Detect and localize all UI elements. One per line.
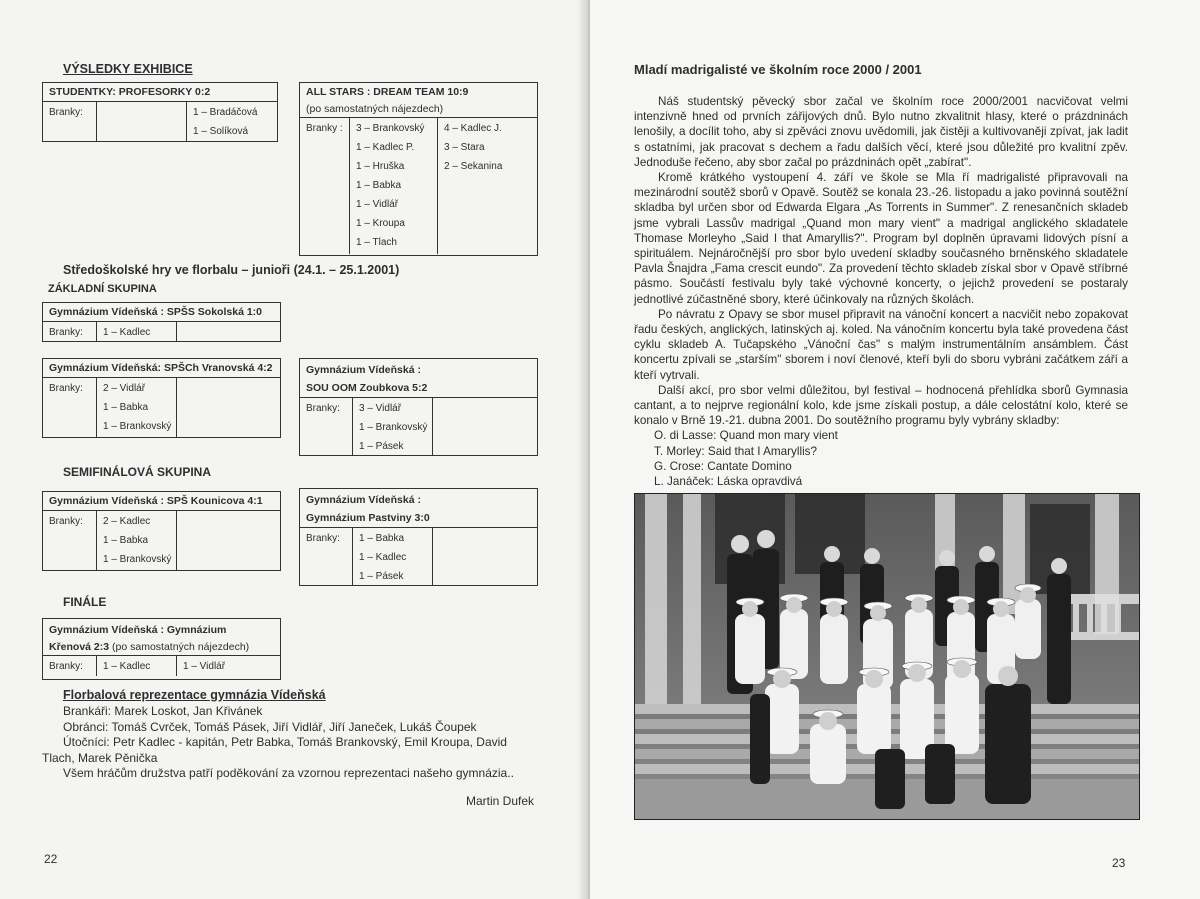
scorers-a: [97, 511, 177, 571]
match-subheader: [43, 639, 280, 655]
team-title: Florbalová reprezentace gymnázia Vídeňská: [63, 688, 326, 702]
scorer: 1 – Kadlec: [103, 661, 151, 672]
goals-label: Branky:: [43, 378, 97, 438]
scorer: 1 – Tlach: [356, 237, 397, 248]
match-box-sou-oom: [299, 358, 538, 456]
paragraph: Náš studentský pěvecký sbor začal ve školním roce 2000/2001 nacvičovat velmi intenzivně hned od prvních zářijových dnů. Bylo nutno zkvalitnit hlasy, které o prázdninách lenošily, a docílit toho, aby si zpěváci znovu uvědomili, jak čistěji a kultivovaněji zpívat, jak ladit s ostatními, jak pracovat s dechem a řadu dalších věcí, které jsou důležité pro kvalitní zpěv. Jednoduše řečeno, aby sbor začal po prázdninách opět „zabírat".: [634, 95, 1128, 169]
match-box-spsch-vranovska: [42, 358, 281, 438]
scorers-a: [353, 528, 433, 586]
scorer: 3 – Brankovský: [356, 123, 425, 134]
team-roster: [42, 704, 538, 782]
program-item: O. di Lasse: Quand mon mary vient: [654, 429, 838, 443]
author-signature: Martin Dufek: [466, 794, 535, 808]
scorers-b: [187, 102, 269, 142]
goals-label: Branky:: [43, 511, 97, 571]
scorer: 1 – Vidlář: [183, 661, 226, 672]
match-header: Gymnázium Vídeňská : Gymnázium: [49, 624, 227, 636]
scorer: 1 – Babka: [359, 533, 405, 544]
match-header: Gymnázium Vídeňská :: [306, 494, 421, 506]
roster-line: Útočníci: Petr Kadlec - kapitán, Petr Babka, Tomáš Brankovský, Emil Kroupa, David: [63, 735, 507, 750]
goals-label: Branky:: [300, 398, 353, 456]
exhibition-title: VÝSLEDKY EXHIBICE: [63, 62, 193, 76]
scorer: 1 – Bradáčová: [193, 107, 258, 118]
scorer: 2 – Sekanina: [444, 161, 503, 172]
match-box-allstars-dreamteam: [299, 82, 538, 256]
scorer: 1 – Pásek: [359, 571, 404, 582]
match-box-sps-kounicova: [42, 491, 281, 571]
scorer: 1 – Babka: [103, 535, 149, 546]
scorer: 1 – Kadlec P.: [356, 142, 415, 153]
scorer: 1 – Babka: [356, 180, 402, 191]
goals-label: Branky:: [43, 322, 97, 342]
scorers-a: [350, 118, 438, 254]
paragraph: Další akcí, pro sbor velmi důležitou, byl festival – hodnocená přehlídka sborů Gymnasia cantant, a to nejprve regionální kolo, kde jsme získali postup, a dále celostátní kolo, které se konalo v Brně 19.-21. dubna 2001. Do soutěžního programu byly vybrány skladby:: [634, 383, 1128, 428]
match-header: STUDENTKY: PROFESORKY 0:2: [49, 86, 211, 98]
roster-line: Obránci: Tomáš Cvrček, Tomáš Pásek, Jiří Vidlář, Jiří Janeček, Lukáš Čoupek: [63, 719, 477, 734]
article-title: Mladí madrigalisté ve školním roce 2000 / 2001: [634, 62, 922, 77]
scorers-a: [97, 102, 187, 142]
match-box-students-teachers: [42, 82, 278, 142]
scorer: 1 – Brankovský: [359, 422, 428, 433]
match-header: Gymnázium Vídeňská : SPŠS Sokolská 1:0: [49, 306, 262, 318]
scorer: 4 – Kadlec J.: [444, 123, 502, 134]
scorer: 2 – Vidlář: [103, 383, 146, 394]
scorers-b: [177, 656, 259, 676]
group-basic-heading: ZÁKLADNÍ SKUPINA: [48, 283, 157, 295]
final-score: Křenová 2:3: [49, 641, 110, 653]
goals-label: Branky :: [300, 118, 350, 254]
match-header: Gymnázium Vídeňská : SPŠ Kounicova 4:1: [49, 495, 263, 507]
match-subheader: (po samostatných nájezdech): [306, 103, 444, 115]
match-header: ALL STARS : DREAM TEAM 10:9: [306, 86, 469, 98]
scorers-b: [438, 118, 522, 254]
scorer: 1 – Pásek: [359, 441, 404, 452]
scorers-a: [97, 378, 177, 438]
scorer: 1 – Hruška: [356, 161, 405, 172]
scorers-a: [97, 322, 177, 342]
scorer: 2 – Kadlec: [103, 516, 151, 527]
roster-line: Všem hráčům družstva patří poděkování za vzornou reprezentaci našeho gymnázia..: [63, 766, 514, 781]
match-box-pastviny: [299, 488, 538, 586]
scorer: 1 – Kroupa: [356, 218, 405, 229]
match-header: Gymnázium Vídeňská :: [306, 364, 421, 376]
program-item: G. Crose: Cantate Domino: [654, 459, 792, 473]
roster-line: Tlach, Marek Pěnička: [42, 750, 158, 765]
match-subheader: SOU OOM Zoubkova 5:2: [306, 382, 428, 394]
goals-label: Branky:: [43, 656, 97, 676]
match-subheader: Gymnázium Pastviny 3:0: [306, 512, 430, 524]
scorer: 1 – Vidlář: [356, 199, 399, 210]
group-semi-heading: SEMIFINÁLOVÁ SKUPINA: [63, 465, 212, 479]
match-header: Gymnázium Vídeňská: SPŠCh Vranovská 4:2: [49, 362, 273, 374]
paragraph: Po návratu z Opavy se sbor musel připravit na vánoční koncert a nacvičit nebo zopakovat řadu českých, anglických, latinských aj. koled. Na vánočním koncertu byla také provedena část cyklu skladeb A. Tučapského „Vánoční čas" s malým instrumentálním ansámblem. Část koncertu zpívali se „starším" sborem i noví členové, kteří byli do sboru vybráni začátkem září a kteří vytrvali.: [634, 307, 1128, 382]
scorer: 1 – Brankovský: [103, 554, 172, 565]
page-number-right: 23: [1112, 856, 1126, 870]
scorer: 1 – Kadlec: [359, 552, 407, 563]
final-note: (po samostatných nájezdech): [109, 641, 250, 653]
program-item: T. Morley: Said that I Amaryllis?: [654, 444, 818, 458]
scorer: 3 – Stara: [444, 142, 485, 153]
tournament-title: Středoškolské hry ve florbalu – junioři (24.1. – 25.1.2001): [63, 263, 400, 277]
page-number-left: 22: [44, 852, 58, 866]
scorers-a: [353, 398, 433, 456]
match-box-spss-sokolska: [42, 302, 281, 342]
roster-line: Brankáři: Marek Loskot, Jan Křivánek: [63, 704, 263, 718]
program-list: [634, 428, 1128, 489]
scorers-a: [97, 656, 177, 676]
match-box-final-krenova: [42, 618, 281, 680]
scorer: 1 – Babka: [103, 402, 149, 413]
group-final-heading: FINÁLE: [63, 595, 107, 609]
goals-label: Branky:: [43, 102, 97, 142]
goals-label: Branky:: [300, 528, 353, 586]
scorer: 1 – Kadlec: [103, 327, 151, 338]
paragraph: Kromě krátkého vystoupení 4. září ve škole se Mla ří madrigalisté připravovali na mezinárodní soutěž sborů v Opavě. Soutěž se konala 23.-26. listopadu a jako povinná soutěžní skladba byl určen sbor od Edwarda Elgara „As Torrents in Summer". Z renesančních skladeb jsme vybrali Lassův madrigal „Quand mon mary vient" a madrigal anglického skladatele Thomase Morleyho „Said I that Amaryllis?". Program byl doplněn úpravami lidových písní a spirituálem. Nejnáročnější pro sbor bylo uvedení skladby současného brněnského skladatele Pavla Šnajdra „Fama crescit eundo". Za provedení těchto skladeb získal sbor v Opavě stříbrné pásmo. Součástí festivalu byly také výchovné koncerty, o jejichž provedení se postaraly jednotlivé zúčastněné sbory, které účinkovaly na různých školách.: [634, 171, 1128, 306]
scorer: 1 – Solíková: [193, 126, 249, 137]
scorer: 3 – Vidlář: [359, 403, 402, 414]
program-item: L. Janáček: Láska opravdivá: [654, 475, 803, 489]
article-body: [634, 94, 1128, 489]
scorer: 1 – Brankovský: [103, 421, 172, 432]
choir-photo: [634, 493, 1140, 820]
